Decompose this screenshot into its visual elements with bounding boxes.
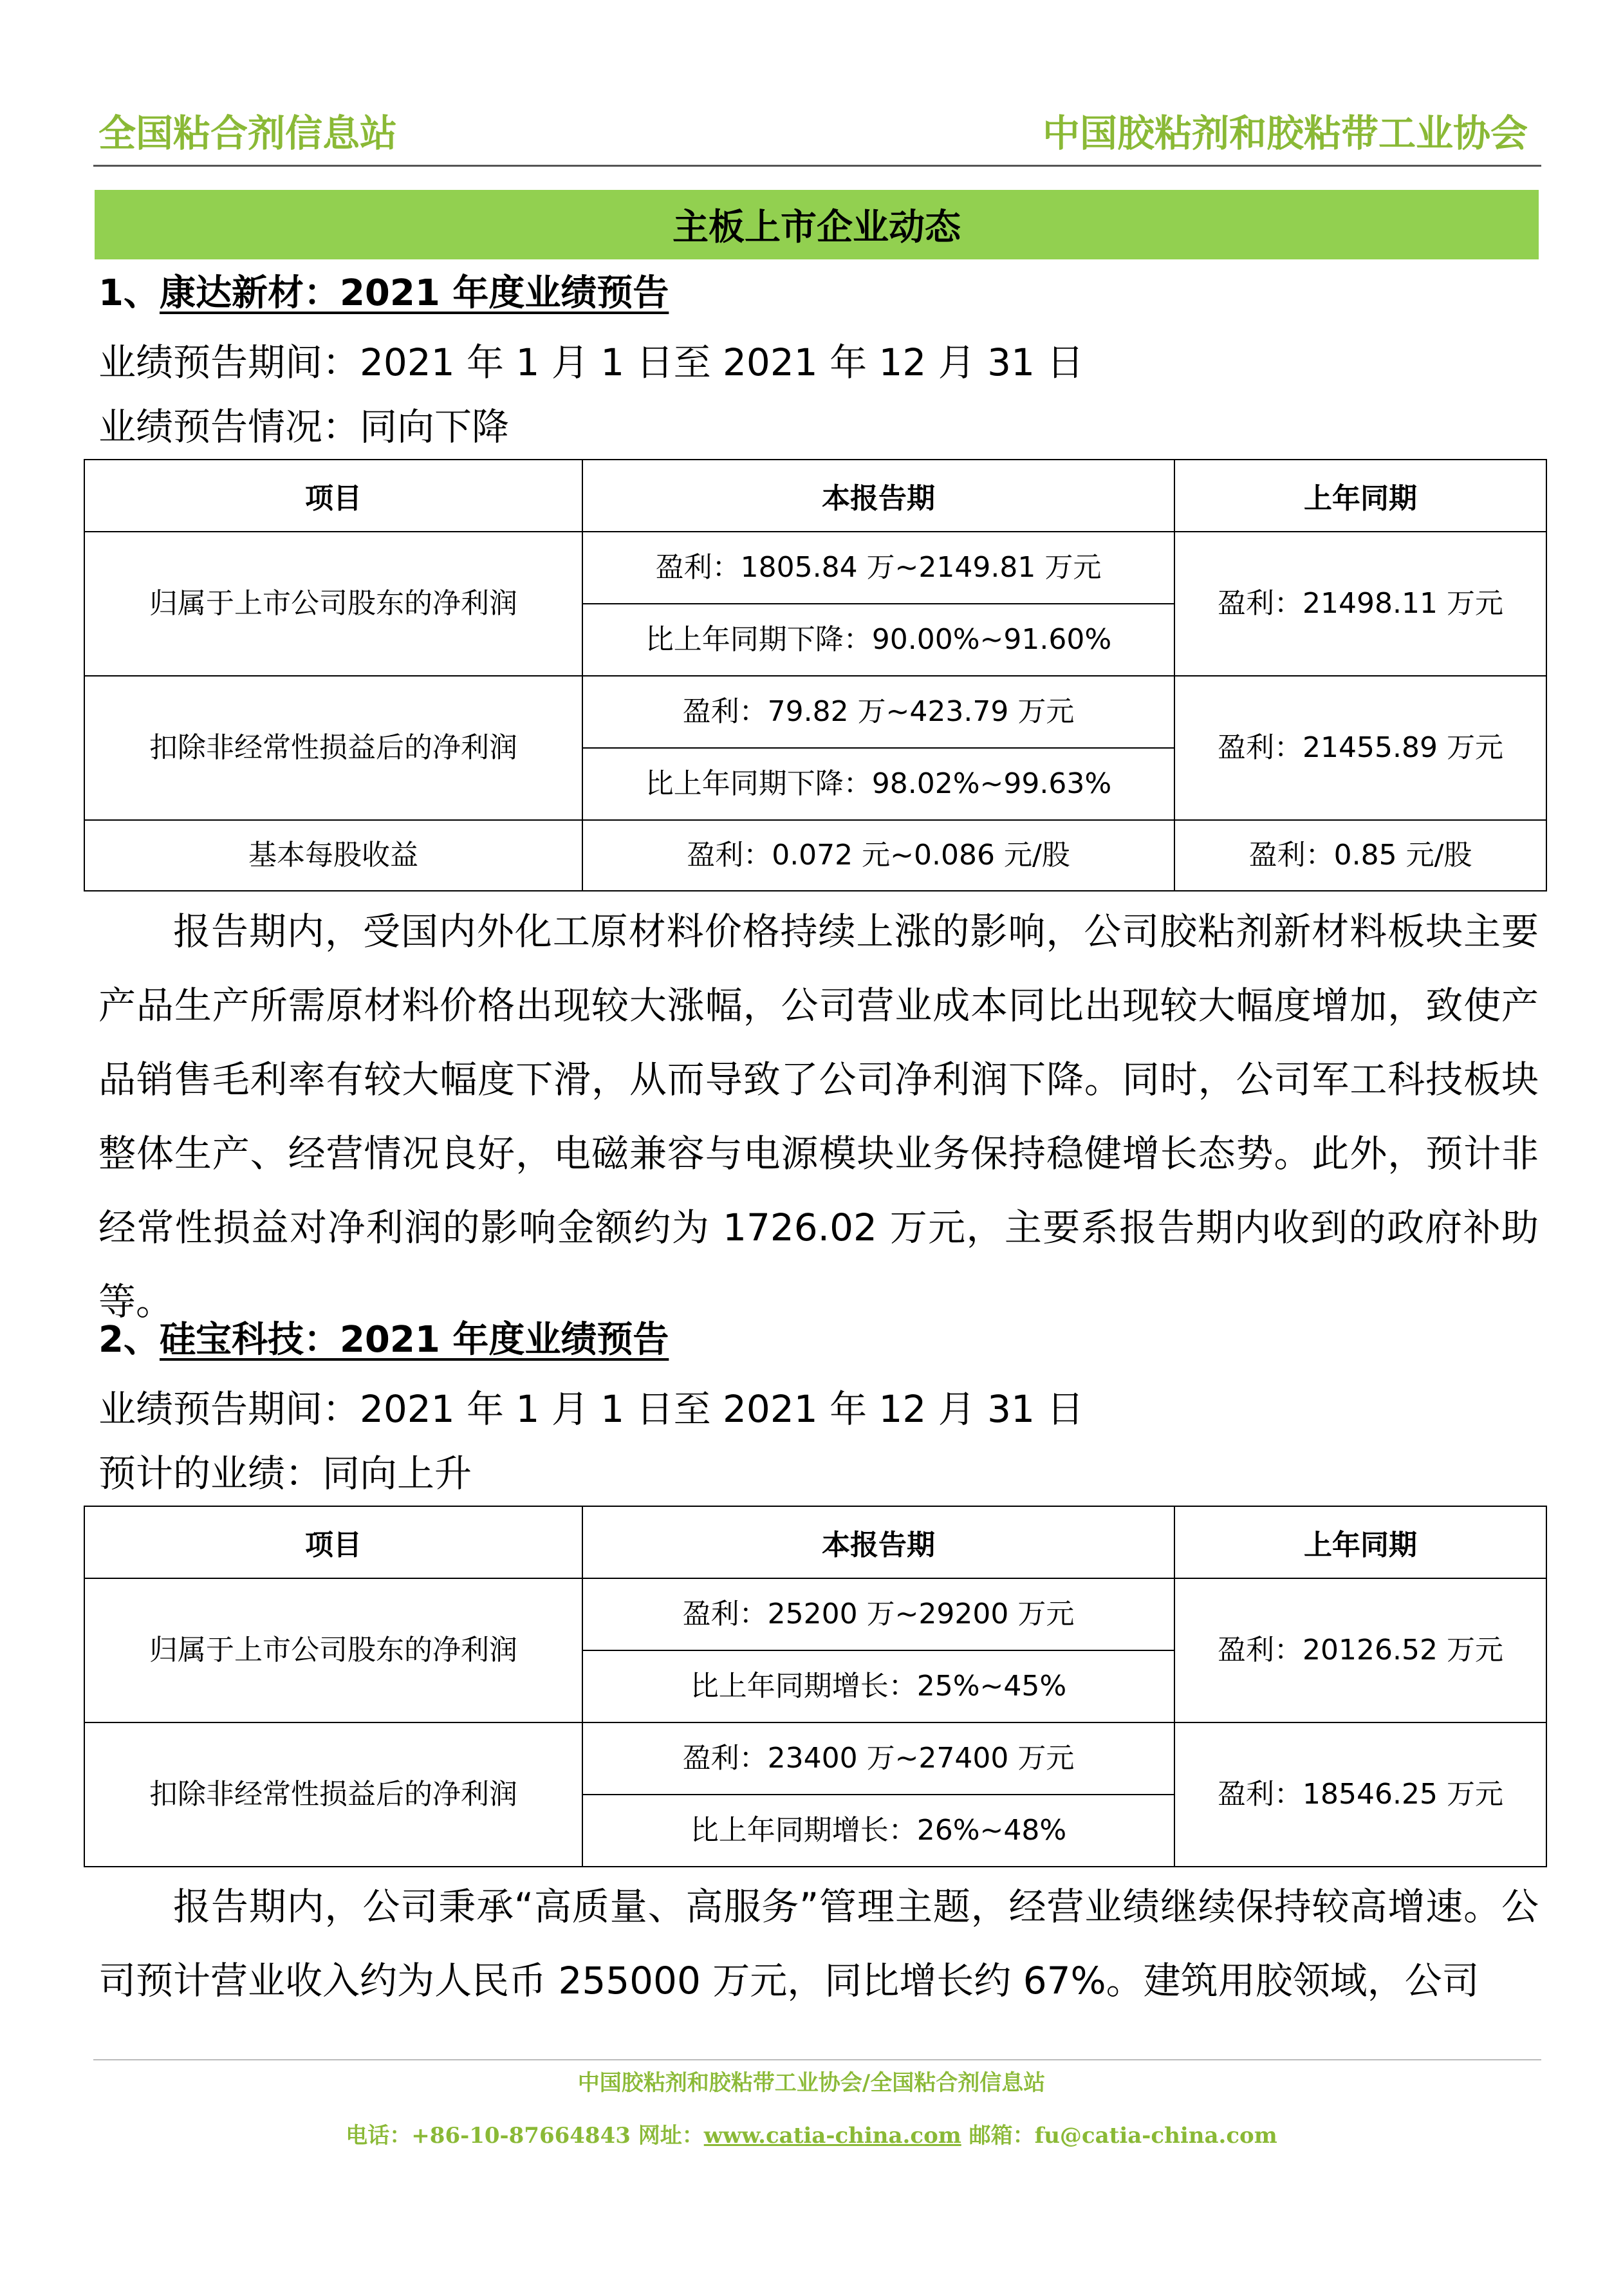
section1-number: 1、 <box>98 272 160 314</box>
header-association-name: 中国胶粘剂和胶粘带工业协会 <box>1042 111 1528 155</box>
section1-table <box>84 459 1547 891</box>
table-row <box>84 532 1546 604</box>
table-row <box>84 1578 1546 1650</box>
row-label: 归属于上市公司股东的净利润 <box>84 1578 582 1722</box>
section1-title: 康达新材：2021 年度业绩预告 <box>159 272 669 314</box>
section1-period: 业绩预告期间：2021 年 1 月 1 日至 2021 年 12 月 31 日 <box>98 341 1084 384</box>
section2-number: 2、 <box>98 1319 160 1361</box>
header-site-name: 全国粘合剂信息站 <box>98 111 398 155</box>
section-banner: 主板上市企业动态 <box>95 190 1539 259</box>
table-row <box>84 676 1546 748</box>
footer-org-line: 中国胶粘剂和胶粘带工业协会/全国粘合剂信息站 <box>577 2070 1046 2096</box>
table-row <box>84 820 1546 891</box>
col-header-previous: 上年同期 <box>1174 1506 1546 1578</box>
row-label: 扣除非经常性损益后的净利润 <box>84 1722 582 1867</box>
cell-current-change: 比上年同期下降：98.02%~99.63% <box>582 748 1174 820</box>
cell-current: 盈利：79.82 万~423.79 万元 <box>582 676 1174 748</box>
col-header-item: 项目 <box>84 460 582 532</box>
section1-situation: 业绩预告情况：同向下降 <box>98 405 510 449</box>
col-header-current: 本报告期 <box>582 1506 1174 1578</box>
row-label: 归属于上市公司股东的净利润 <box>84 532 582 676</box>
cell-current-change: 比上年同期下降：90.00%~91.60% <box>582 604 1174 676</box>
header-divider <box>93 165 1541 167</box>
cell-previous: 盈利：0.85 元/股 <box>1174 820 1546 891</box>
col-header-item: 项目 <box>84 1506 582 1578</box>
section2-period: 业绩预告期间：2021 年 1 月 1 日至 2021 年 12 月 31 日 <box>98 1387 1084 1431</box>
table-header-row <box>84 1506 1546 1578</box>
cell-previous: 盈利：21498.11 万元 <box>1174 532 1546 676</box>
footer-divider <box>93 2059 1541 2060</box>
section2-paragraph-text: 报告期内，公司秉承“高质量、高服务”管理主题，经营业绩继续保持较高增速。公司预计营业收入约为人民币 255000 万元，同比增长约 67%。建筑用胶领域，公司 <box>98 1885 1539 2002</box>
footer-website-link[interactable]: www.catia-china.com <box>703 2123 961 2149</box>
footer-contact-line <box>0 2118 1623 2149</box>
section2-heading <box>98 1319 669 1361</box>
cell-current: 盈利：25200 万~29200 万元 <box>582 1578 1174 1650</box>
section2-paragraph <box>98 1870 1539 2018</box>
section2-table <box>84 1506 1547 1867</box>
row-label: 扣除非经常性损益后的净利润 <box>84 676 582 820</box>
table-header-row <box>84 460 1546 532</box>
section2-title: 硅宝科技：2021 年度业绩预告 <box>159 1319 669 1361</box>
cell-current-change: 比上年同期增长：26%~48% <box>582 1795 1174 1867</box>
col-header-previous: 上年同期 <box>1174 460 1546 532</box>
section1-paragraph-text: 报告期内，受国内外化工原材料价格持续上涨的影响，公司胶粘剂新材料板块主要产品生产所需原材料价格出现较大涨幅，公司营业成本同比出现较大幅度增加，致使产品销售毛利率有较大幅度下滑，从而导致了公司净利润下降。同时，公司军工科技板块整体生产、经营情况良好，电磁兼容与电源模块业务保持稳健增长态势。此外，预计非经常性损益对净利润的影响金额约为 1726.02 万元，主要系报告期内收到的政府补助等。 <box>98 910 1539 1323</box>
cell-current: 盈利：23400 万~27400 万元 <box>582 1722 1174 1795</box>
cell-current-change: 比上年同期增长：25%~45% <box>582 1650 1174 1722</box>
col-header-current: 本报告期 <box>582 460 1174 532</box>
table-row <box>84 1722 1546 1795</box>
cell-previous: 盈利：20126.52 万元 <box>1174 1578 1546 1722</box>
footer-email: 邮箱：fu@catia-china.com <box>961 2123 1277 2149</box>
cell-current: 盈利：0.072 元~0.086 元/股 <box>582 820 1174 891</box>
cell-previous: 盈利：21455.89 万元 <box>1174 676 1546 820</box>
row-label: 基本每股收益 <box>84 820 582 891</box>
section1-heading <box>98 272 669 314</box>
cell-previous: 盈利：18546.25 万元 <box>1174 1722 1546 1867</box>
section2-situation: 预计的业绩：同向上升 <box>98 1451 472 1495</box>
cell-current: 盈利：1805.84 万~2149.81 万元 <box>582 532 1174 604</box>
section1-paragraph <box>98 895 1539 1339</box>
footer-phone: 电话：+86-10-87664843 网址： <box>346 2123 704 2149</box>
